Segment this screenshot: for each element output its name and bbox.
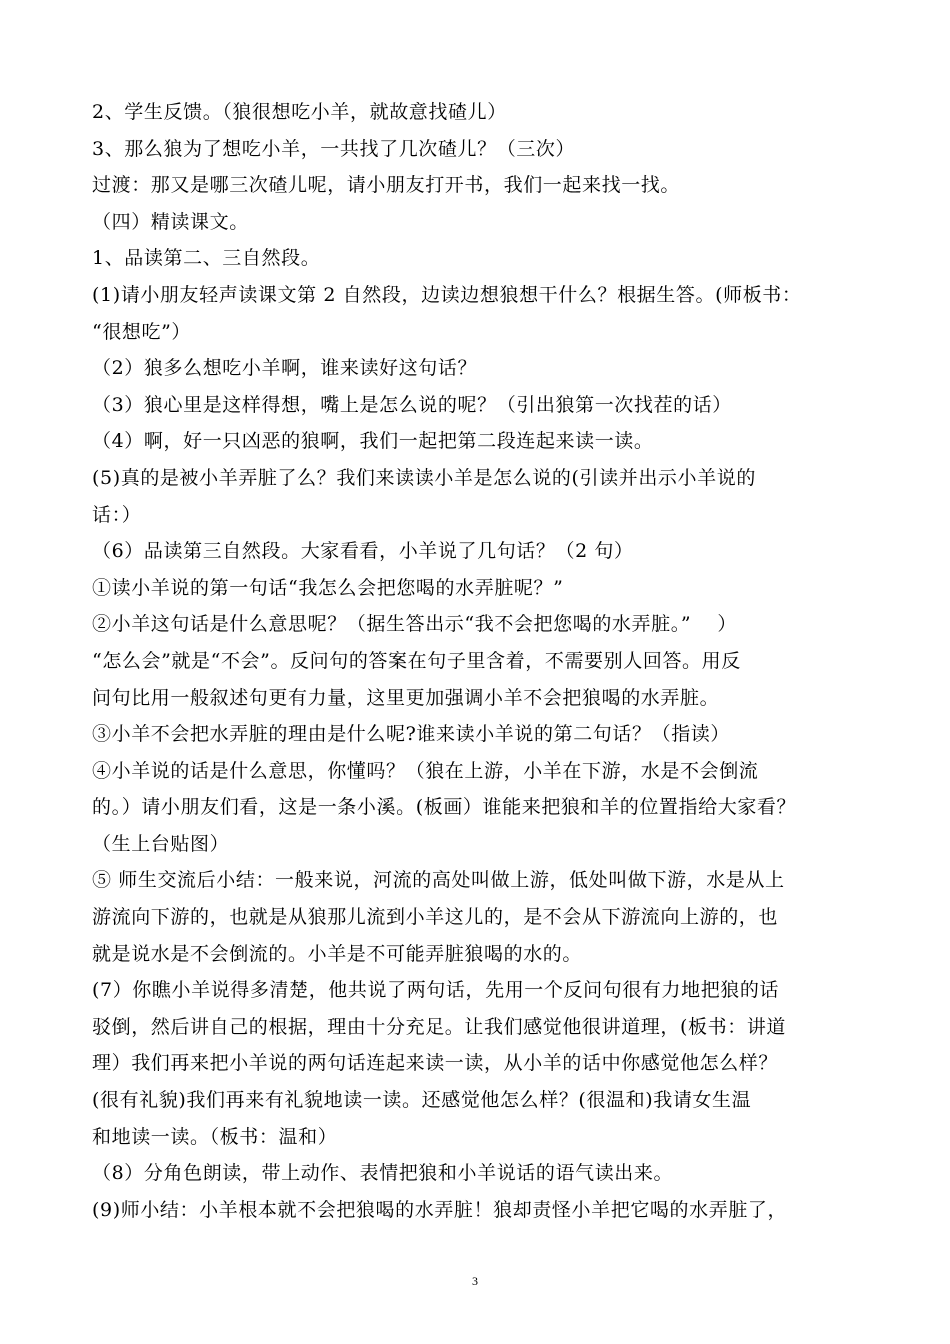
text-line: 过渡：那又是哪三次碴儿呢，请小朋友打开书，我们一起来找一找。: [92, 174, 681, 197]
page-number: 3: [472, 1274, 478, 1288]
text-line: ③小羊不会把水弄脏的理由是什么呢?谁来读小羊说的第二句话？（指读）: [92, 723, 730, 746]
text-line: (很有礼貌)我们再来有礼貌地读一读。还感觉他怎么样？(很温和)我请女生温: [92, 1089, 752, 1112]
text-line: ②小羊这句话是什么意思呢？（据生答出示“我不会把您喝的水弄脏。” ）: [92, 613, 737, 636]
text-line: （2）狼多么想吃小羊啊，谁来读好这句话？: [92, 357, 478, 380]
text-line: 和地读一读。（板书：温和）: [92, 1125, 338, 1148]
text-line: 就是说水是不会倒流的。小羊是不可能弄脏狼喝的水的。: [92, 942, 583, 965]
text-line: ①读小羊说的第一句话“我怎么会把您喝的水弄脏呢？”: [92, 576, 564, 599]
subsection-heading: 1、品读第二、三自然段。: [92, 247, 321, 270]
text-line: “很想吃”）: [92, 320, 192, 343]
text-line: “怎么会”就是“不会”。反问句的答案在句子里含着，不需要别人回答。用反: [92, 649, 741, 672]
text-line: 3、那么狼为了想吃小羊，一共找了几次碴儿？（三次）: [92, 137, 576, 160]
text-line: （4）啊，好一只凶恶的狼啊，我们一起把第二段连起来读一读。: [92, 430, 654, 453]
document-body: [92, 94, 872, 1228]
text-line: （8）分角色朗读，带上动作、表情把狼和小羊说话的语气读出来。: [92, 1162, 674, 1185]
text-line: （6）品读第三自然段。大家看看，小羊说了几句话？（2 句）: [92, 540, 634, 563]
text-line: ④小羊说的话是什么意思，你懂吗？（狼在上游，小羊在下游，水是不会倒流: [92, 759, 759, 782]
text-line: (7）你瞧小羊说得多清楚，他共说了两句话，先用一个反问句很有力地把狼的话: [92, 979, 780, 1002]
text-line: (9)师小结：小羊根本就不会把狼喝的水弄脏！狼却责怪小羊把它喝的水弄脏了，: [92, 1198, 788, 1221]
text-line: 的。）请小朋友们看，这是一条小溪。(板画）谁能来把狼和羊的位置指给大家看？: [92, 796, 797, 819]
text-line: 问句比用一般叙述句更有力量，这里更加强调小羊不会把狼喝的水弄脏。: [92, 686, 720, 709]
text-line: 话：）: [92, 503, 142, 526]
section-heading: （四）精读课文。: [92, 210, 249, 233]
text-line: （生上台贴图）: [92, 832, 230, 855]
text-line: 理）我们再来把小羊说的两句话连起来读一读，从小羊的话中你感觉他怎么样？: [92, 1052, 779, 1075]
text-line: 游流向下游的，也就是从狼那儿流到小羊这儿的，是不会从下游流向上游的，也: [92, 906, 779, 929]
text-line: (5)真的是被小羊弄脏了么？我们来读读小羊是怎么说的(引读并出示小羊说的: [92, 466, 756, 489]
text-line: 2、学生反馈。（狼很想吃小羊，就故意找碴儿）: [92, 101, 507, 123]
text-line: ⑤ 师生交流后小结：一般来说，河流的高处叫做上游，低处叫做下游，水是从上: [92, 869, 785, 892]
text-line: (1)请小朋友轻声读课文第 2 自然段，边读边想狼想干什么？根据生答。(师板书：: [92, 283, 802, 306]
text-line: 驳倒，然后讲自己的根据，理由十分充足。让我们感觉他很讲道理，(板书：讲道: [92, 1015, 787, 1038]
text-line: （3）狼心里是这样得想，嘴上是怎么说的呢？（引出狼第一次找茬的话）: [92, 393, 732, 416]
